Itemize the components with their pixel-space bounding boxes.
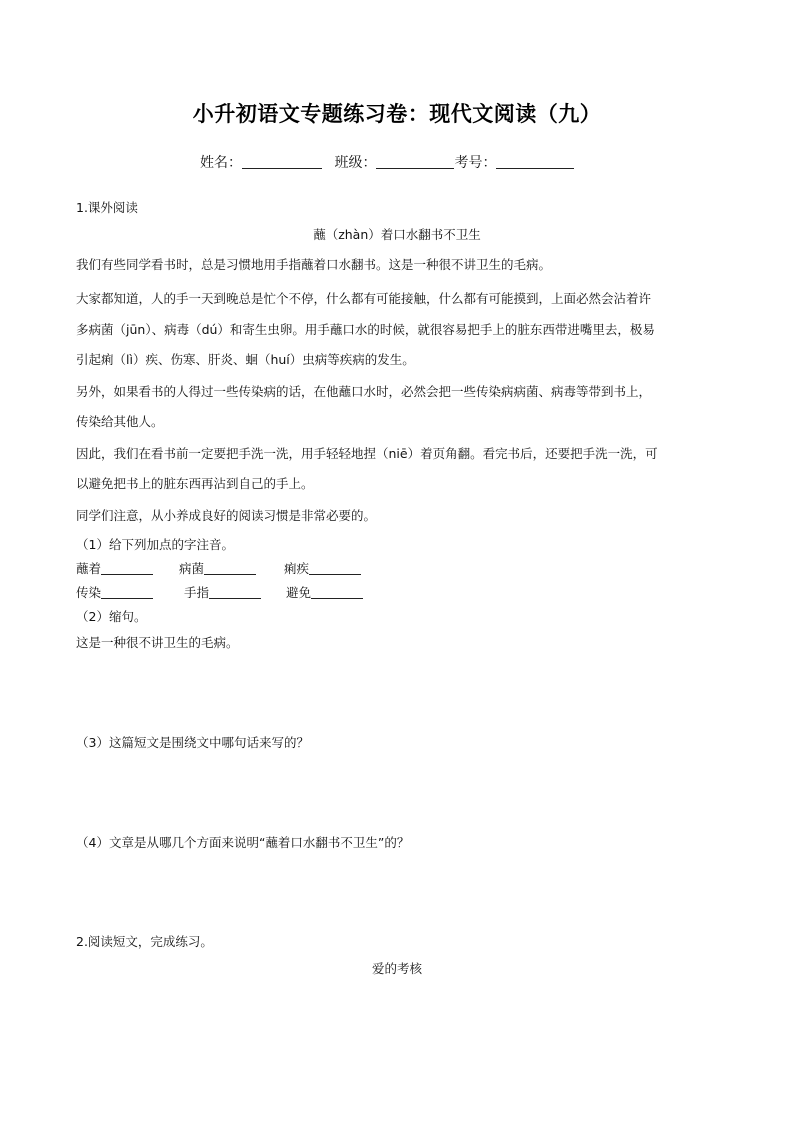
- q1-sub4-prompt: （4）文章是从哪几个方面来说明“蘸着口水翻书不卫生”的？: [76, 835, 410, 850]
- q1-passage-line: 因此，我们在看书前一定要把手洗一洗，用手轻轻地捏（niē）着页角翻。看完书后，还要把手洗一洗，可: [76, 446, 658, 461]
- page-title: 小升初语文专题练习卷：现代文阅读（九）: [192, 101, 602, 126]
- class-label: 班级：: [334, 155, 377, 171]
- q1-sub2-prompt: （2）缩句。: [76, 609, 147, 624]
- pinyin-word: 病菌: [179, 561, 205, 576]
- q1-passage-line: 多病菌（jūn）、病毒（dú）和寄生虫卵。用手蘸口水的时候，就很容易把手上的脏东西带进嘴里去，极易: [76, 322, 655, 337]
- name-label: 姓名：: [200, 155, 242, 171]
- pinyin-item: [284, 560, 361, 578]
- q1-passage-line: 同学们注意，从小养成良好的阅读习惯是非常必要的。: [76, 508, 377, 523]
- pinyin-item: [184, 584, 261, 602]
- pinyin-word: 避免: [286, 585, 312, 600]
- pinyin-word: 蘸着: [76, 561, 102, 576]
- class-blank[interactable]: [376, 154, 454, 169]
- q1-passage-line: 大家都知道，人的手一天到晚总是忙个不停，什么都有可能接触，什么都有可能摸到，上面必然会沾着许: [76, 291, 652, 306]
- q1-passage-line: 另外，如果看书的人得过一些传染病的话，在他蘸口水时，必然会把一些传染病病菌、病毒等带到书上，: [76, 384, 652, 399]
- pinyin-word: 痢疾: [284, 561, 310, 576]
- q1-sub2-sentence: 这是一种很不讲卫生的毛病。: [76, 635, 239, 650]
- q1-passage-line: 引起痢（lì）疾、伤寒、肝炎、蛔（huí）虫病等疾病的发生。: [76, 352, 415, 367]
- pinyin-item: [76, 560, 153, 578]
- q1-passage-title: 蘸（zhàn）着口水翻书不卫生: [313, 227, 481, 242]
- pinyin-word: 手指: [184, 585, 210, 600]
- q2-heading: 2.阅读短文，完成练习。: [76, 934, 213, 949]
- q1-passage-line: 我们有些同学看书时，总是习惯地用手指蘸着口水翻书。这是一种很不讲卫生的毛病。: [76, 257, 552, 272]
- q2-passage-title: 爱的考核: [371, 961, 422, 976]
- pinyin-blank[interactable]: [101, 585, 153, 599]
- exam-number-blank[interactable]: [496, 154, 574, 169]
- name-blank[interactable]: [242, 154, 322, 169]
- pinyin-item: [76, 584, 153, 602]
- q1-passage-line: 传染给其他人。: [76, 414, 164, 429]
- student-info-line: [200, 152, 574, 172]
- pinyin-blank[interactable]: [209, 585, 261, 599]
- pinyin-blank[interactable]: [311, 585, 363, 599]
- exam-number-label: 考号：: [454, 155, 497, 171]
- pinyin-blank[interactable]: [309, 561, 361, 575]
- pinyin-word: 传染: [76, 585, 102, 600]
- q1-sub3-prompt: （3）这篇短文是围绕文中哪句话来写的？: [76, 735, 309, 750]
- q1-sub1-prompt: （1）给下列加点的字注音。: [76, 537, 234, 552]
- pinyin-item: [179, 560, 256, 578]
- pinyin-blank[interactable]: [101, 561, 153, 575]
- q1-heading: 1.课外阅读: [76, 200, 138, 215]
- q1-passage-line: 以避免把书上的脏东西再沾到自己的手上。: [76, 476, 314, 491]
- pinyin-blank[interactable]: [204, 561, 256, 575]
- pinyin-item: [286, 584, 363, 602]
